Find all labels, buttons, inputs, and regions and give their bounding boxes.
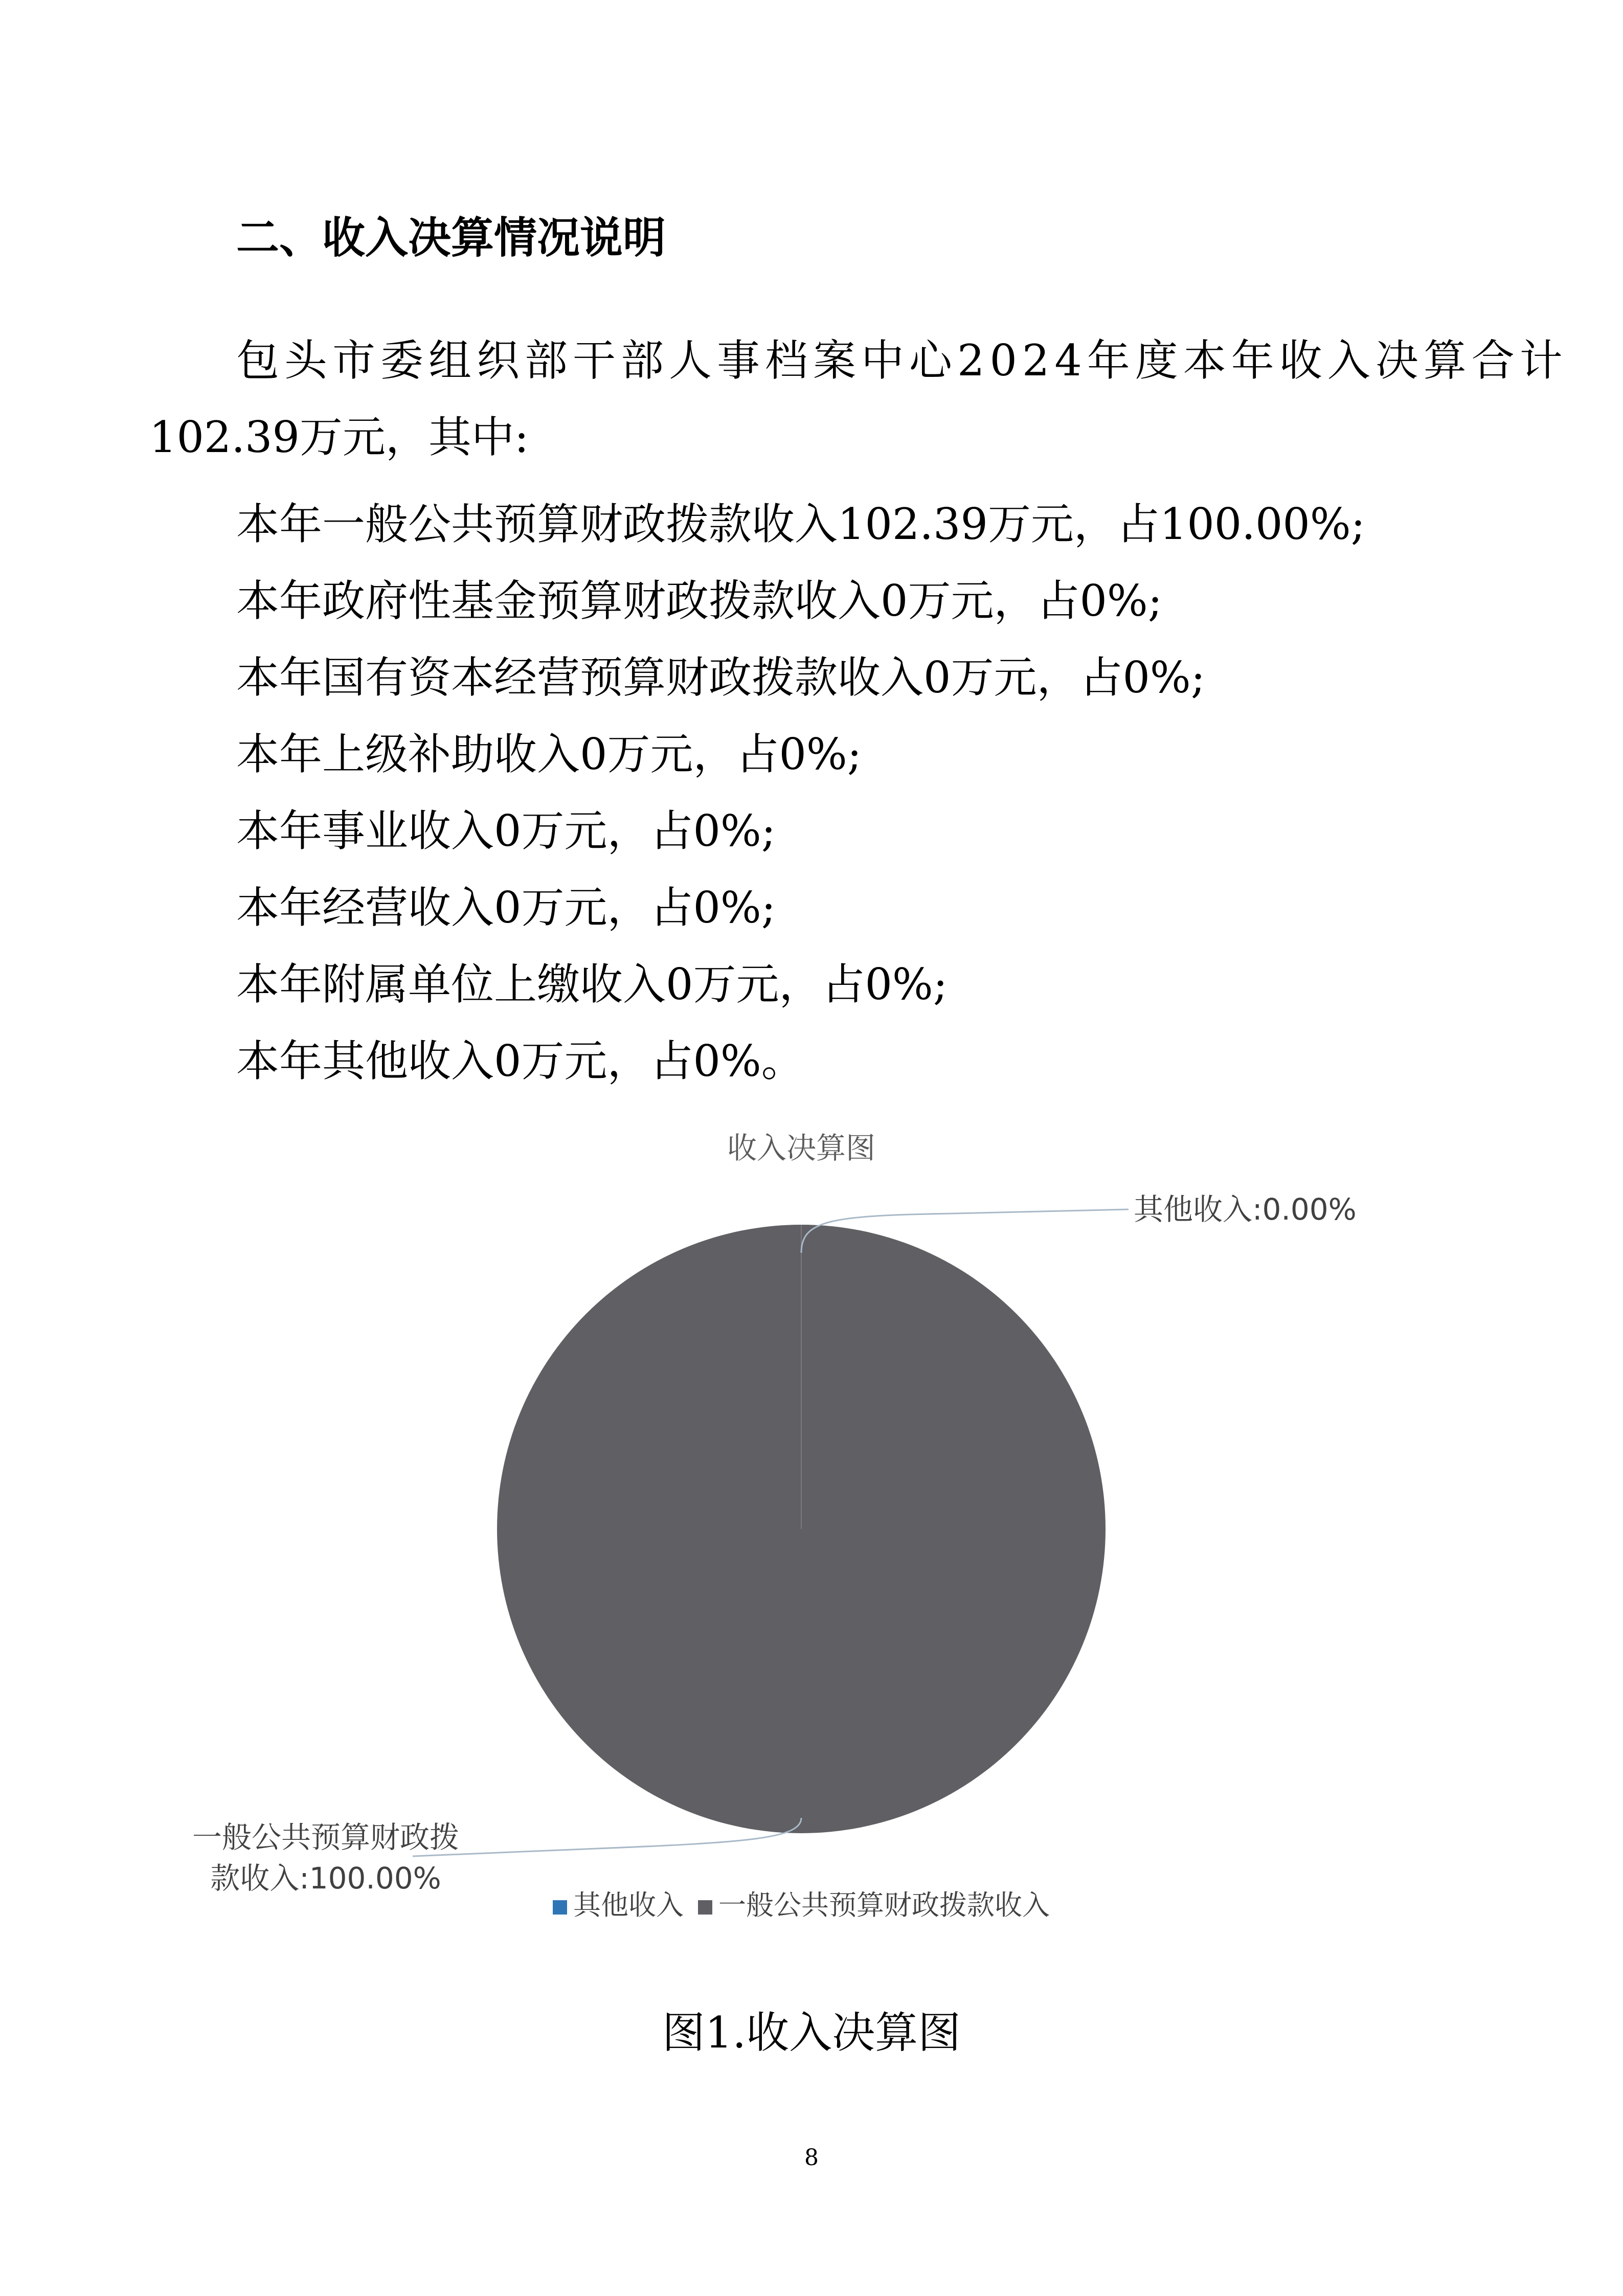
data-label: 一般公共预算财政拨 xyxy=(192,1820,460,1855)
legend-entry: 一般公共预算财政拨款收入 xyxy=(718,1889,1050,1921)
income-item: 本年一般公共预算财政拨款收入102.39万元，占100.00%; xyxy=(236,499,1365,549)
legend-entry: 其他收入 xyxy=(573,1889,684,1921)
legend-swatch xyxy=(698,1900,712,1915)
data-label: 其他收入:0.00% xyxy=(1134,1192,1357,1227)
intro-line-1: 包头市委组织部干部人事档案中心2024年度本年收入决算合计 xyxy=(236,335,1568,386)
income-item: 本年附属单位上缴收入0万元，占0%; xyxy=(236,959,948,1009)
intro-line-2: 102.39万元，其中: xyxy=(149,412,529,462)
pie-chart-svg xyxy=(149,1099,1479,1959)
income-item: 本年经营收入0万元，占0%; xyxy=(236,883,776,933)
income-item-list xyxy=(236,486,1365,1099)
legend-swatch xyxy=(553,1900,567,1915)
chart-title: 收入决算图 xyxy=(727,1131,876,1165)
income-item: 本年政府性基金预算财政拨款收入0万元，占0%; xyxy=(236,576,1163,626)
income-item: 本年事业收入0万元，占0%; xyxy=(236,806,776,856)
section-heading: 二、收入决算情况说明 xyxy=(236,213,666,263)
income-pie-chart xyxy=(149,1099,1479,1959)
income-item: 本年国有资本经营预算财政拨款收入0万元，占0%; xyxy=(236,652,1206,703)
income-item: 本年上级补助收入0万元，占0%; xyxy=(236,729,862,779)
income-item: 本年其他收入0万元，占0%。 xyxy=(236,1036,804,1086)
page-number: 8 xyxy=(804,2145,819,2171)
figure-caption: 图1.收入决算图 xyxy=(662,2008,961,2058)
data-label: 款收入:100.00% xyxy=(210,1861,441,1896)
